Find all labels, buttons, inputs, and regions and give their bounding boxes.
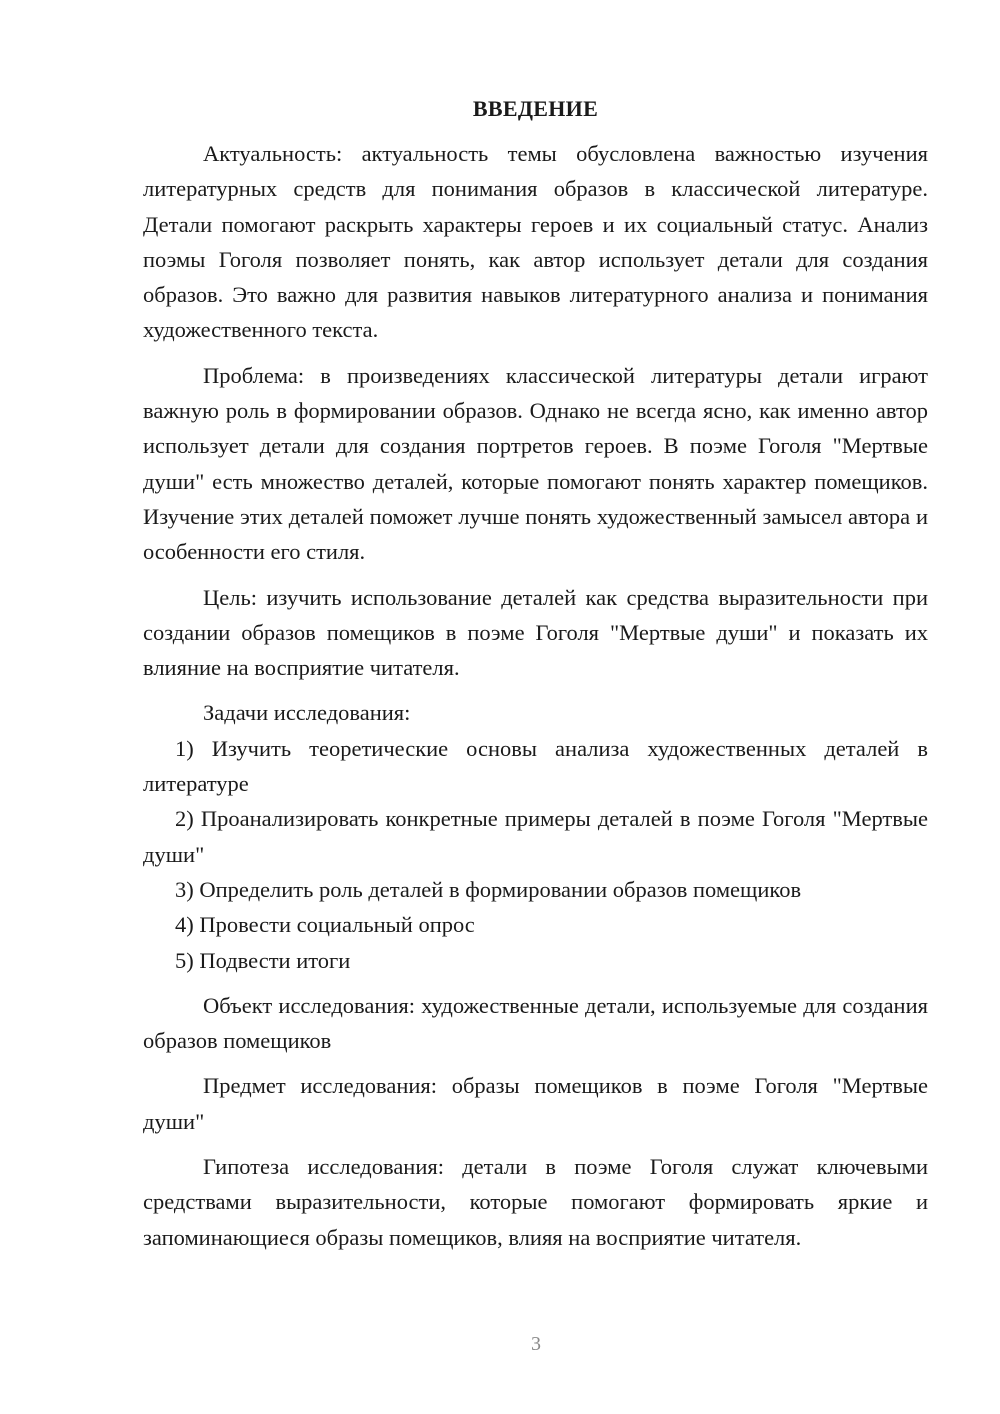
page-number: 3 [531,1333,541,1355]
document-page [143,92,928,1255]
task-item-4: 4) Провести социальный опрос [175,912,475,938]
relevance-paragraph: Актуальность: актуальность темы обусловлена важностью изучения литературных средств для понимания образов в классической литературе. Детали помогают раскрыть характеры героев и их социальный статус. Анализ поэмы Гоголя позволяет понять, как автор использует детали для создания образов. Это важно для развития навыков литературного анализа и понимания художественного текста. [143,141,928,343]
task-item-1: 1) Изучить теоретические основы анализа художественных деталей в литературе [143,735,928,797]
hypothesis-paragraph: Гипотеза исследования: детали в поэме Гоголя служат ключевыми средствами выразительности, которые помогают формировать яркие и запоминающиеся образы помещиков, влияя на восприятие читателя. [143,1154,928,1250]
task-item-2: 2) Проанализировать конкретные примеры деталей в поэме Гоголя "Мертвые души" [143,806,928,867]
tasks-heading: Задачи исследования: [203,700,411,726]
goal-paragraph: Цель: изучить использование деталей как средства выразительности при создании образов помещиков в поэме Гоголя "Мертвые души" и показать их влияние на восприятие читателя. [143,584,928,681]
object-paragraph: Объект исследования: художественные детали, используемые для создания образов помещиков [143,992,928,1054]
page-title: ВВЕДЕНИЕ [472,96,599,121]
task-item-3: 3) Определить роль деталей в формировании образов помещиков [175,876,802,902]
problem-paragraph: Проблема: в произведениях классической литературы детали играют важную роль в формировании образов. Однако не всегда ясно, как именно автор использует детали для создания портретов героев. В поэме Гоголя "Мертвые души" есть множество деталей, которые помогают понять характер помещиков. Изучение этих деталей поможет лучше понять художественный замысел автора и особенности его стиля. [143,362,928,565]
task-item-5: 5) Подвести итоги [175,947,351,973]
subject-paragraph: Предмет исследования: образы помещиков в поэме Гоголя "Мертвые души" [143,1073,928,1134]
